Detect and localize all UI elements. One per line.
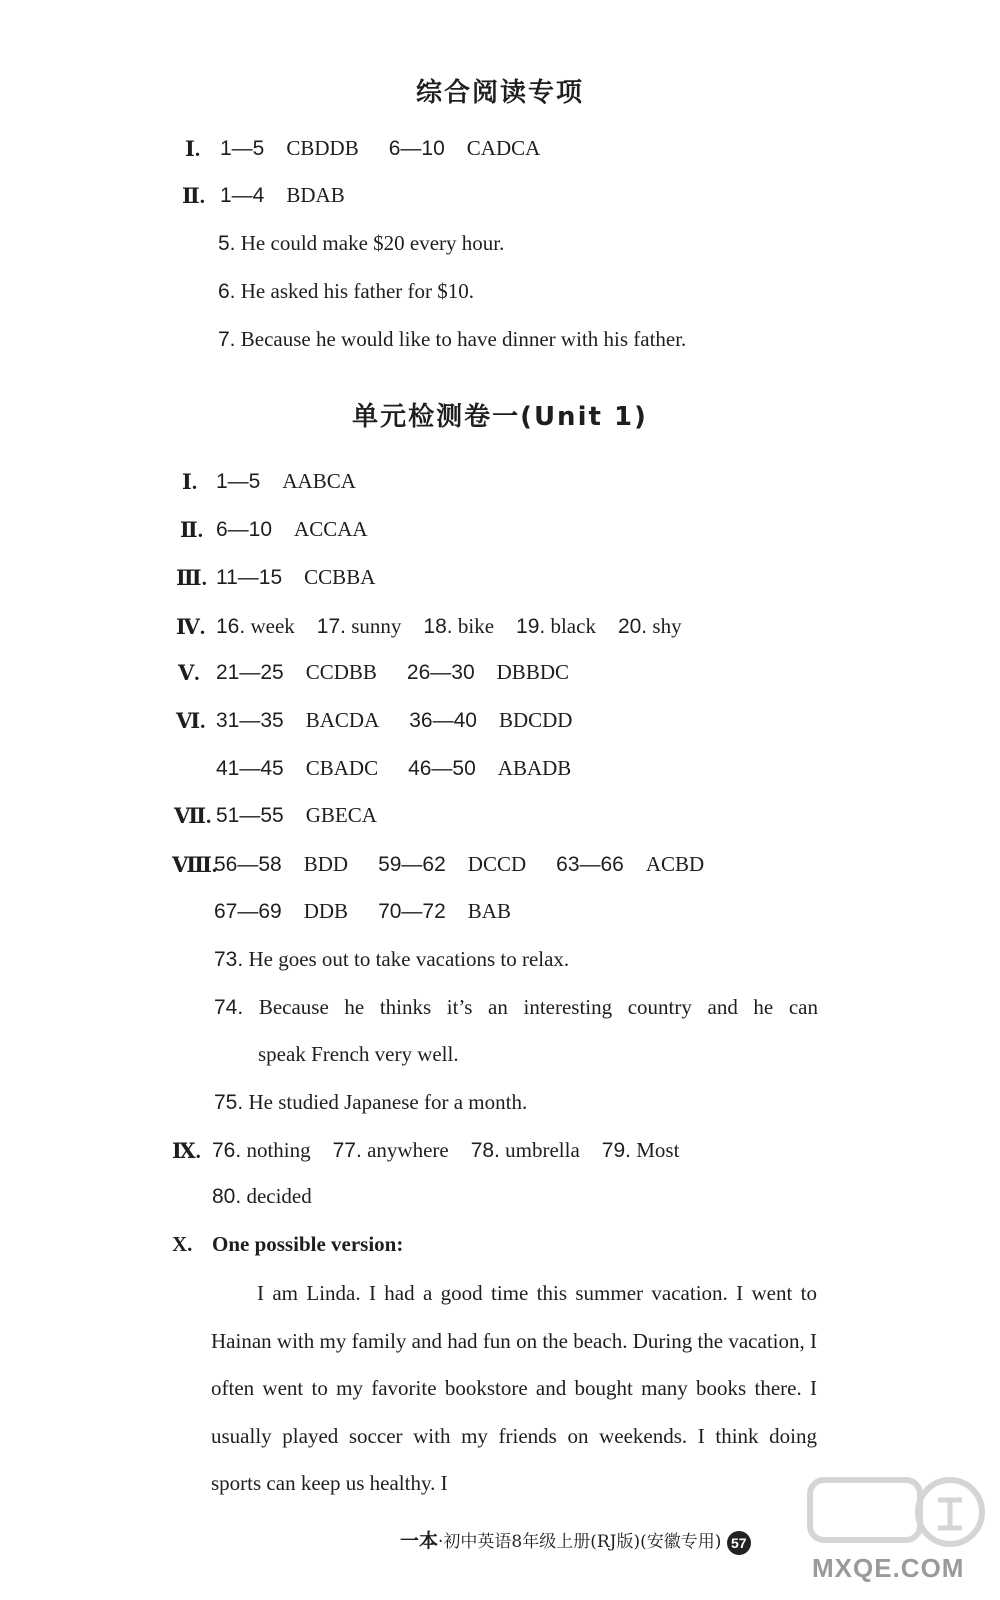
answer-line: 74. Because he thinks it’s an interesting country and he can — [214, 995, 818, 1019]
part-label-V: Ⅴ. — [178, 661, 200, 685]
section-title-unit1: 单元检测卷一(Unit 1) — [352, 402, 648, 432]
watermark-text: MXQE.COM — [812, 1553, 965, 1583]
brand-mark: 一本 — [400, 1530, 439, 1552]
answer-line: 5. He could make $20 every hour. — [218, 231, 505, 255]
part-label-IV: Ⅳ. — [176, 615, 206, 639]
answer-line: 56—58 BDD 59—62 DCCD 63—66 ACBD — [214, 852, 705, 876]
page-footer — [400, 1526, 751, 1555]
answer-line: 1—5 AABCA — [216, 469, 356, 493]
essay-body — [211, 1270, 817, 1508]
part-label-VI: Ⅵ. — [176, 709, 206, 733]
answer-line: 1—5 CBDDB 6—10 CADCA — [220, 136, 541, 160]
part-label-IX: Ⅸ. — [172, 1139, 201, 1163]
answer-line: 16. week 17. sunny 18. bike 19. black 20. shy — [216, 614, 682, 638]
answer-line: 11—15 CCBBA — [216, 565, 376, 589]
answer-line: 1—4 BDAB — [220, 183, 345, 207]
page-number: 57 — [727, 1531, 751, 1555]
answer-line: 6—10 ACCAA — [216, 517, 368, 541]
essay-heading: One possible version: — [212, 1232, 404, 1256]
answer-line: 21—25 CCDBB 26—30 DBBDC — [216, 660, 569, 684]
answer-line: 7. Because he would like to have dinner with his father. — [218, 327, 687, 351]
answer-line: 76. nothing 77. anywhere 78. umbrella 79. Most — [212, 1138, 680, 1162]
essay-text: I am Linda. I had a good time this summer vacation. I went to Hainan with my family and had fun on the beach. During the vacation, I often went to my favorite bookstore and bought many books there. I usually played soccer with my friends on weekends. I think doing sports can keep us healthy. I — [211, 1281, 817, 1495]
answer-line: 31—35 BACDA 36—40 BDCDD — [216, 708, 573, 732]
answer-line: 51—55 GBECA — [216, 803, 377, 827]
part-label-II: Ⅱ. — [180, 518, 203, 542]
book-title: ·初中英语8年级上册(RJ版)(安徽专用) — [438, 1532, 722, 1552]
answer-line: speak French very well. — [258, 1042, 459, 1066]
answer-line: 6. He asked his father for $10. — [218, 279, 475, 303]
part-label-VIII: Ⅷ. — [172, 853, 218, 877]
part-label-I: Ⅰ. — [182, 470, 198, 494]
part-label-I: Ⅰ. — [185, 137, 201, 161]
part-label-VII: Ⅶ. — [174, 804, 212, 828]
part-label-II: Ⅱ. — [182, 184, 205, 208]
answer-line: 67—69 DDB 70—72 BAB — [214, 899, 511, 923]
answer-line: 80. decided — [212, 1184, 312, 1208]
answer-line: 75. He studied Japanese for a month. — [214, 1090, 528, 1114]
section-title-reading: 综合阅读专项 — [415, 78, 584, 108]
answer-line: 73. He goes out to take vacations to relax. — [214, 947, 570, 971]
part-label-III: Ⅲ. — [176, 566, 207, 590]
answer-line: 41—45 CBADC 46—50 ABADB — [216, 756, 572, 780]
part-label-X: X. — [172, 1232, 193, 1256]
